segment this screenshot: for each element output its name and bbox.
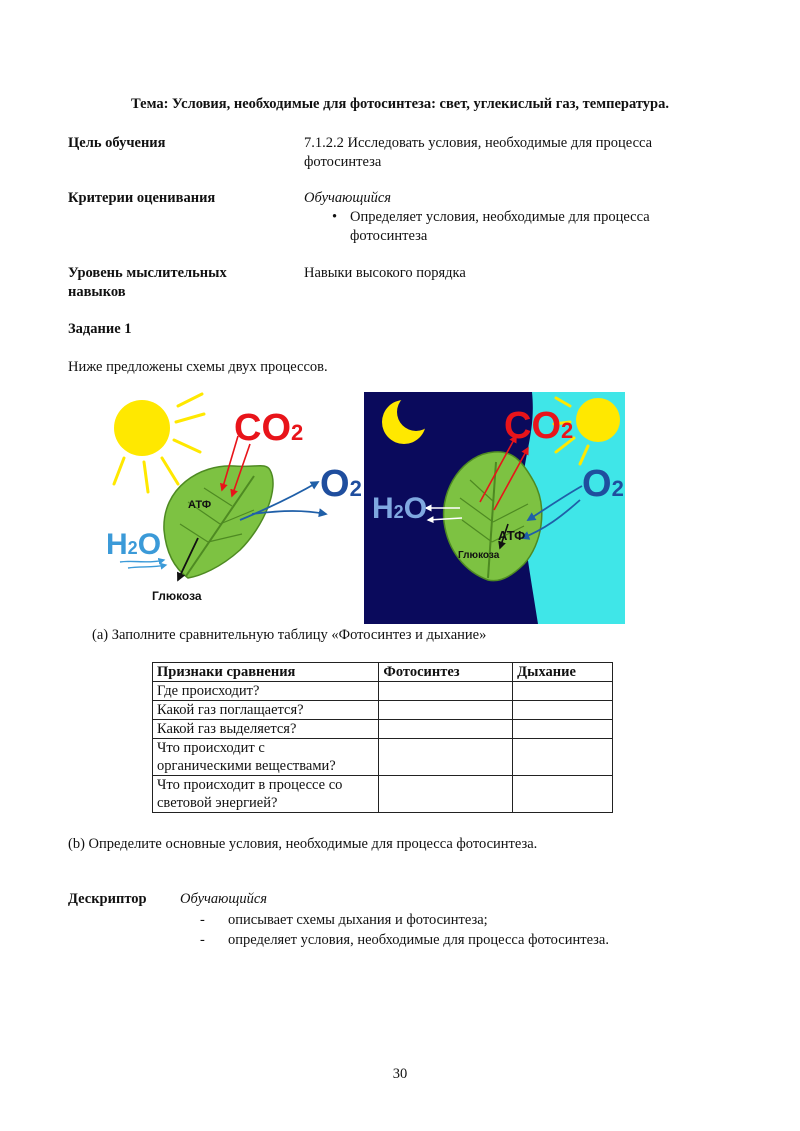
photosynthesis-respiration-diagram	[104, 392, 625, 624]
task-intro: Ниже предложены схемы двух процессов.	[68, 359, 328, 375]
table-header-row	[153, 663, 613, 682]
table-row	[153, 701, 613, 720]
criteria-intro: Обучающийся	[304, 190, 392, 206]
row-label-line: Что происходит с	[157, 740, 265, 756]
answer-cell-photosynthesis[interactable]	[379, 701, 513, 720]
answer-cell-photosynthesis[interactable]	[379, 720, 513, 739]
thinking-label-line: Уровень мыслительных	[68, 265, 227, 281]
comparison-table	[152, 662, 613, 813]
answer-cell-respiration[interactable]	[513, 739, 613, 776]
answer-cell-respiration[interactable]	[513, 682, 613, 701]
atp-label: АТФ	[498, 528, 526, 543]
column-header: Фотосинтез	[379, 663, 513, 682]
row-label: Где происходит?	[153, 682, 379, 701]
row-label-line: органическими веществами?	[157, 758, 336, 774]
leaf-icon	[164, 466, 273, 578]
goal-line: фотосинтеза	[304, 154, 382, 170]
task-heading: Задание 1	[68, 321, 132, 337]
h2o-label: H2O	[106, 528, 162, 561]
thinking-value: Навыки высокого порядка	[304, 265, 466, 281]
descriptor-label: Дескриптор	[68, 891, 147, 907]
row-label-line: Что происходит в процессе со	[157, 777, 343, 793]
task-part-a: (a) Заполните сравнительную таблицу «Фотосинтез и дыхание»	[92, 627, 487, 643]
descriptor-intro: Обучающийся	[180, 891, 268, 907]
co2-label: CO2	[234, 407, 304, 449]
goal-label: Цель обучения	[68, 135, 166, 151]
table-row	[153, 776, 613, 813]
goal-value	[304, 134, 724, 172]
descriptor-item-dash: -	[200, 912, 205, 928]
h2o-in-arrows	[120, 560, 166, 568]
answer-cell-respiration[interactable]	[513, 701, 613, 720]
criteria-value	[304, 189, 724, 246]
table-row	[153, 682, 613, 701]
row-label-line: световой энергией?	[157, 795, 278, 811]
answer-cell-photosynthesis[interactable]	[379, 682, 513, 701]
criteria-item-line: фотосинтеза	[350, 228, 428, 244]
column-header: Дыхание	[513, 663, 613, 682]
answer-cell-photosynthesis[interactable]	[379, 739, 513, 776]
glucose-label: Глюкоза	[152, 589, 202, 603]
glucose-label: Глюкоза	[458, 550, 500, 561]
table-row	[153, 720, 613, 739]
row-label	[153, 739, 379, 776]
page-number: 30	[392, 1066, 408, 1082]
criteria-item	[304, 208, 724, 246]
row-label: Какой газ поглащается?	[153, 701, 379, 720]
criteria-label: Критерии оценивания	[68, 190, 216, 206]
h2o-label: H2O	[372, 492, 428, 525]
criteria-item-line: • Определяет условия, необходимые для процесса	[350, 209, 650, 225]
answer-cell-photosynthesis[interactable]	[379, 776, 513, 813]
photosynthesis-scheme	[106, 394, 362, 603]
goal-line: 7.1.2.2 Исследовать условия, необходимые для процесса	[304, 135, 653, 151]
thinking-label-line: навыков	[68, 284, 126, 300]
page-title: Тема: Условия, необходимые для фотосинтеза: свет, углекислый газ, температура.	[131, 96, 669, 112]
answer-cell-respiration[interactable]	[513, 776, 613, 813]
table-row	[153, 739, 613, 776]
descriptor-item: описывает схемы дыхания и фотосинтеза;	[228, 912, 488, 928]
task-part-b: (b) Определите основные условия, необходимые для процесса фотосинтеза.	[68, 836, 538, 852]
criteria-list	[304, 208, 724, 246]
atp-label: АТФ	[188, 499, 212, 511]
row-label: Какой газ выделяется?	[153, 720, 379, 739]
o2-label: O2	[320, 463, 362, 505]
respiration-scheme	[364, 392, 625, 624]
o2-label: O2	[582, 463, 624, 505]
descriptor-item-dash: -	[200, 932, 205, 948]
column-header: Признаки сравнения	[153, 663, 379, 682]
descriptor-item: определяет условия, необходимые для процесса фотосинтеза.	[228, 932, 609, 948]
row-label	[153, 776, 379, 813]
co2-label: CO2	[504, 405, 574, 447]
thinking-label	[68, 264, 278, 302]
answer-cell-respiration[interactable]	[513, 720, 613, 739]
